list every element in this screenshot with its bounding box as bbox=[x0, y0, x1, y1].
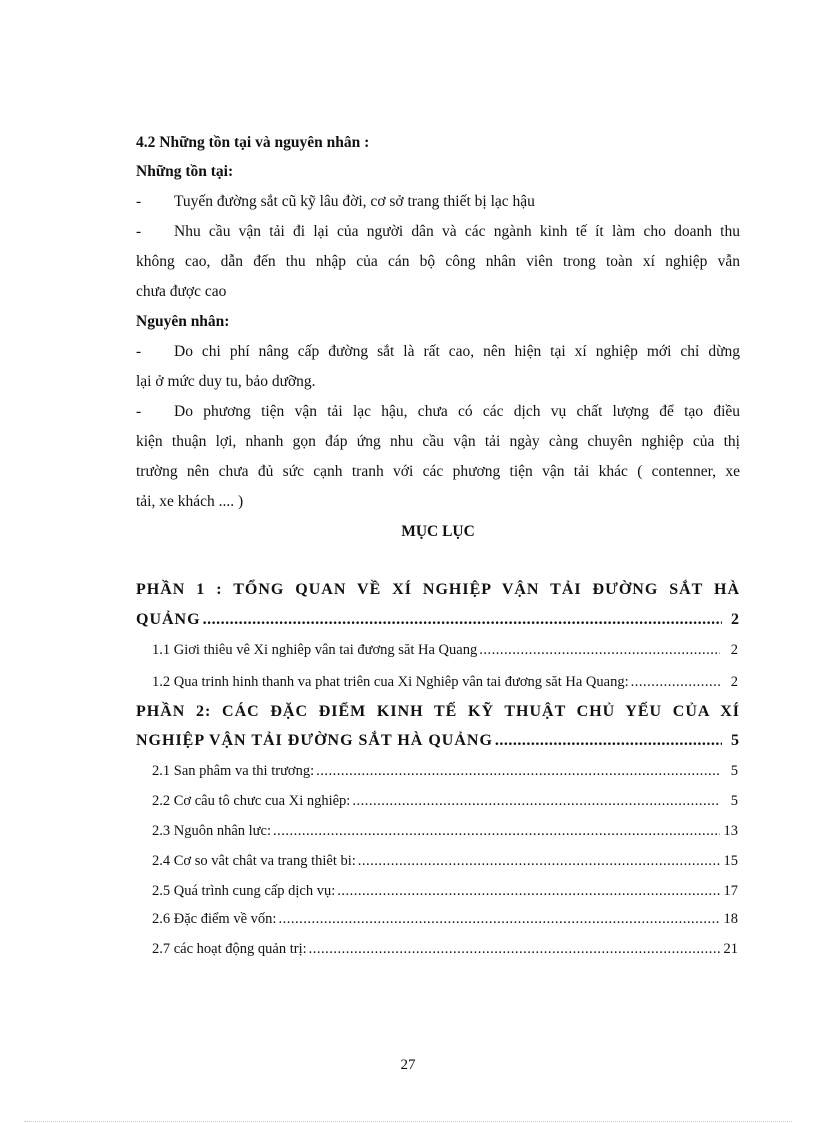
ton-tai-label: Những tồn tại: bbox=[136, 163, 234, 180]
toc-page: 13 bbox=[723, 823, 738, 839]
toc-item[interactable] bbox=[152, 909, 738, 929]
text-line: chưa được cao bbox=[136, 283, 227, 300]
list-item bbox=[136, 222, 740, 242]
toc-page: 2 bbox=[731, 611, 740, 628]
dot-leader bbox=[273, 821, 719, 841]
text: Do phương tiện vận tải lạc hậu, chưa có các dịch vụ chất lượng để tạo điều bbox=[174, 403, 740, 420]
toc-part1-line1[interactable]: PHẦN 1 : TỔNG QUAN VỀ XÍ NGHIỆP VẬN TẢI ĐƯỜNG SẮT HÀ bbox=[136, 581, 740, 598]
toc-page: 2 bbox=[730, 642, 738, 658]
list-item bbox=[136, 342, 740, 362]
toc-page: 17 bbox=[723, 883, 738, 899]
text: Tuyến đường sắt cũ kỹ lâu đời, cơ sở trang thiết bị lạc hậu bbox=[174, 193, 535, 210]
text-line: trường nên chưa đủ sức cạnh tranh với các phương tiện vận tải khác ( contenner, xe bbox=[136, 463, 740, 480]
dot-leader bbox=[631, 672, 720, 692]
dot-leader bbox=[352, 791, 720, 811]
text-line: kiện thuận lợi, nhanh gọn đáp ứng nhu cầu vận tải ngày càng chuyên nghiệp của thị bbox=[136, 433, 740, 450]
dash: - bbox=[136, 403, 142, 420]
toc-part2[interactable] bbox=[136, 731, 740, 751]
toc-page: 5 bbox=[731, 732, 740, 749]
toc-title-text: 2.6 Đặc điểm về vốn: bbox=[152, 911, 277, 927]
page-border bbox=[24, 1121, 792, 1122]
dot-leader bbox=[337, 881, 719, 901]
dot-leader bbox=[203, 610, 722, 630]
dash: - bbox=[136, 343, 142, 360]
dash: - bbox=[136, 223, 142, 240]
dot-leader bbox=[358, 851, 720, 871]
dot-leader bbox=[316, 761, 720, 781]
toc-page: 5 bbox=[730, 763, 738, 779]
toc-title-text: 2.1 San phâm va thi trương: bbox=[152, 763, 315, 779]
toc-item[interactable] bbox=[152, 821, 738, 841]
dot-leader bbox=[479, 640, 720, 660]
toc-title: MỤC LỤC bbox=[401, 523, 475, 540]
text-line: tải, xe khách .... ) bbox=[136, 493, 244, 510]
toc-item[interactable] bbox=[152, 672, 738, 692]
section-heading: 4.2 Những tồn tại và nguyên nhân : bbox=[136, 134, 370, 151]
page-number: 27 bbox=[400, 1057, 416, 1073]
dash: - bbox=[136, 193, 142, 210]
nguyen-nhan-label: Nguyên nhân: bbox=[136, 313, 230, 330]
list-item bbox=[136, 192, 740, 212]
toc-page: 18 bbox=[723, 911, 738, 927]
toc-item[interactable] bbox=[152, 881, 738, 901]
toc-title-text: QUẢNG bbox=[136, 611, 201, 628]
toc-title-text: 2.2 Cơ câu tô chưc cua Xi nghiêp: bbox=[152, 793, 351, 809]
dot-leader bbox=[278, 909, 719, 929]
toc-page: 5 bbox=[730, 793, 738, 809]
toc-title-text: 1.1 Giơi thiêu vê Xi nghiêp vân tai đương săt Ha Quang bbox=[152, 642, 478, 658]
text-line: lại ở mức duy tu, bảo dưỡng. bbox=[136, 373, 316, 390]
toc-title-text: 2.7 các hoạt động quản trị: bbox=[152, 941, 307, 957]
text-line: không cao, dẫn đến thu nhập của cán bộ công nhân viên trong toàn xí nghiệp vẫn bbox=[136, 253, 740, 270]
toc-title-text: 2.5 Quá trình cung cấp dịch vụ: bbox=[152, 883, 336, 899]
list-item bbox=[136, 402, 740, 422]
toc-item[interactable] bbox=[152, 939, 738, 959]
dot-leader bbox=[309, 939, 720, 959]
toc-item[interactable] bbox=[152, 851, 738, 871]
toc-title-text: 2.4 Cơ so vât chât va trang thiêt bi: bbox=[152, 853, 356, 869]
toc-part2-line1[interactable]: PHẦN 2: CÁC ĐẶC ĐIỂM KINH TẾ KỸ THUẬT CHỦ YẾU CỦA XÍ bbox=[136, 703, 740, 720]
toc-title-text: 2.3 Nguôn nhân lưc: bbox=[152, 823, 272, 839]
toc-page: 2 bbox=[730, 674, 738, 690]
toc-title-text: NGHIỆP VẬN TẢI ĐƯỜNG SẮT HÀ QUẢNG bbox=[136, 732, 493, 749]
text: Do chi phí nâng cấp đường sắt là rất cao, nên hiện tại xí nghiệp mới chỉ dừng bbox=[174, 343, 740, 360]
toc-title-text: 1.2 Qua trinh hinh thanh va phat triên cua Xi Nghiêp vân tai đương săt Ha Quang: bbox=[152, 674, 629, 690]
toc-item[interactable] bbox=[152, 791, 738, 811]
toc-part1[interactable] bbox=[136, 610, 740, 630]
dot-leader bbox=[495, 731, 722, 751]
toc-page: 21 bbox=[723, 941, 738, 957]
toc-item[interactable] bbox=[152, 761, 738, 781]
text: Nhu cầu vận tải đi lại của người dân và các ngành kinh tế ít làm cho doanh thu bbox=[174, 223, 740, 240]
toc-page: 15 bbox=[723, 853, 738, 869]
toc-item[interactable] bbox=[152, 640, 738, 660]
